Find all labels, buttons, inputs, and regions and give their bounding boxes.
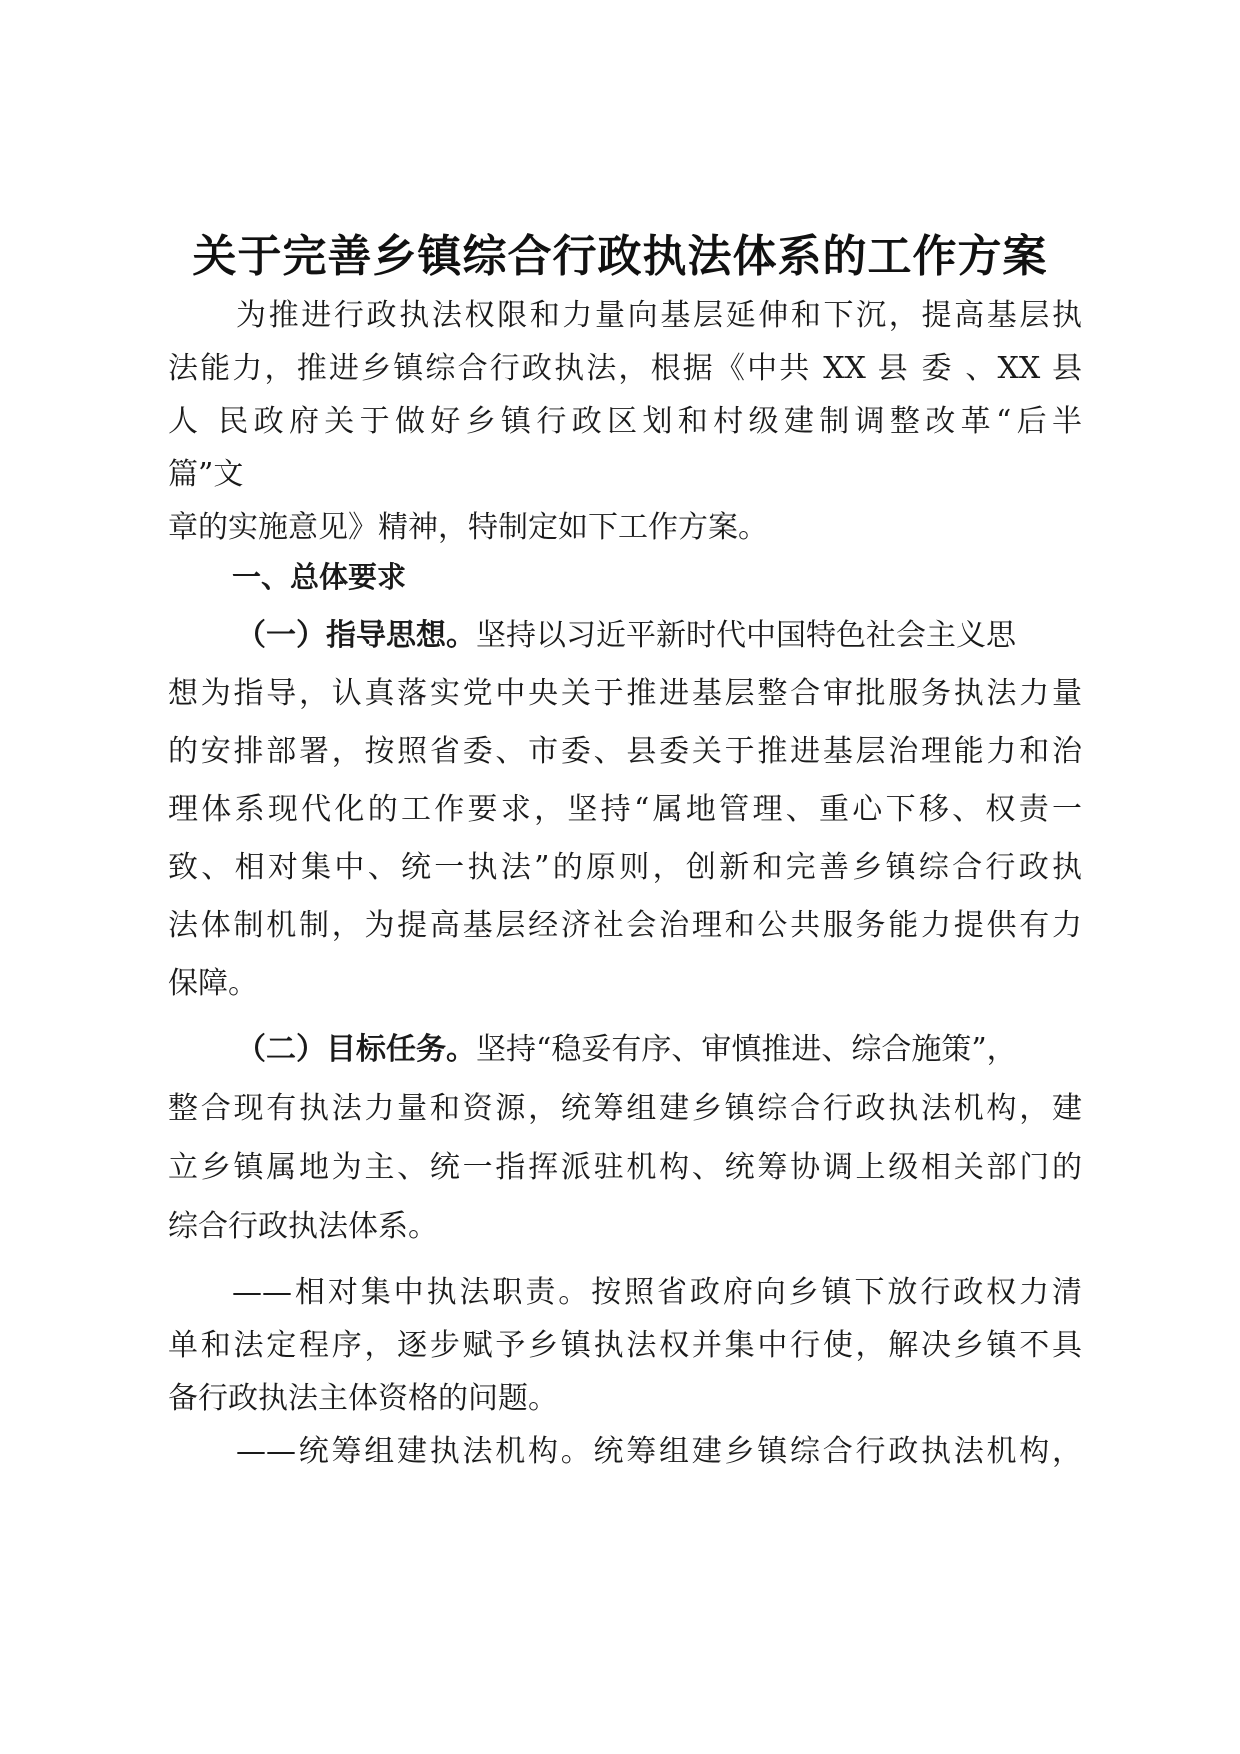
sub2-line-1-text: 坚持“稳妥有序、审慎推进、综合施策”， bbox=[476, 1032, 1017, 1067]
sub2-label: （二）目标任务。 bbox=[236, 1032, 476, 1067]
sub1-line-3: 的安排部署，按照省委、市委、县委关于推进基层治理能力和治 bbox=[168, 734, 1082, 769]
intro-line-5: 章的实施意见》精神，特制定如下工作方案。 bbox=[168, 510, 768, 545]
sub1-line-5: 致、相对集中、统一执法”的原则，创新和完善乡镇综合行政执 bbox=[168, 850, 1082, 885]
sub2-line-2: 整合现有执法力量和资源，统筹组建乡镇综合行政执法机构，建 bbox=[168, 1091, 1082, 1126]
sub2-line-4: 综合行政执法体系。 bbox=[168, 1209, 438, 1244]
item2-line-1: ——统筹组建执法机构。统筹组建乡镇综合行政执法机构， bbox=[236, 1434, 1082, 1469]
intro-line-2: 法能力，推进乡镇综合行政执法，根据《中共 XX 县 委 、XX 县 bbox=[168, 351, 1082, 386]
sub1-line-1 bbox=[236, 616, 1082, 656]
document-title: 关于完善乡镇综合行政执法体系的工作方案 bbox=[192, 231, 1048, 282]
intro-line-3: 人 民政府关于做好乡镇行政区划和村级建制调整改革“后半 bbox=[168, 404, 1082, 439]
sub1-line-2: 想为指导，认真落实党中央关于推进基层整合审批服务执法力量 bbox=[168, 676, 1082, 711]
sub1-line-7: 保障。 bbox=[168, 966, 258, 1001]
sub2-line-3: 立乡镇属地为主、统一指挥派驻机构、统筹协调上级相关部门的 bbox=[168, 1150, 1082, 1185]
intro-line-1: 为推进行政执法权限和力量向基层延伸和下沉，提高基层执 bbox=[236, 298, 1082, 333]
item1-line-3: 备行政执法主体资格的问题。 bbox=[168, 1381, 558, 1416]
item1-line-1: ——相对集中执法职责。按照省政府向乡镇下放行政权力清 bbox=[232, 1275, 1082, 1310]
sub1-label: （一）指导思想。 bbox=[236, 618, 476, 653]
sub1-line-6: 法体制机制，为提高基层经济社会治理和公共服务能力提供有力 bbox=[168, 908, 1082, 943]
sub1-line-1-text: 坚持以习近平新时代中国特色社会主义思 bbox=[476, 618, 1016, 653]
item1-line-2: 单和法定程序，逐步赋予乡镇执法权并集中行使，解决乡镇不具 bbox=[168, 1328, 1082, 1363]
intro-line-4: 篇”文 bbox=[168, 457, 244, 492]
section-heading-overall-requirements: 一、总体要求 bbox=[232, 560, 407, 594]
sub1-line-4: 理体系现代化的工作要求，坚持“属地管理、重心下移、权责一 bbox=[168, 792, 1082, 827]
sub2-line-1 bbox=[236, 1030, 1082, 1070]
